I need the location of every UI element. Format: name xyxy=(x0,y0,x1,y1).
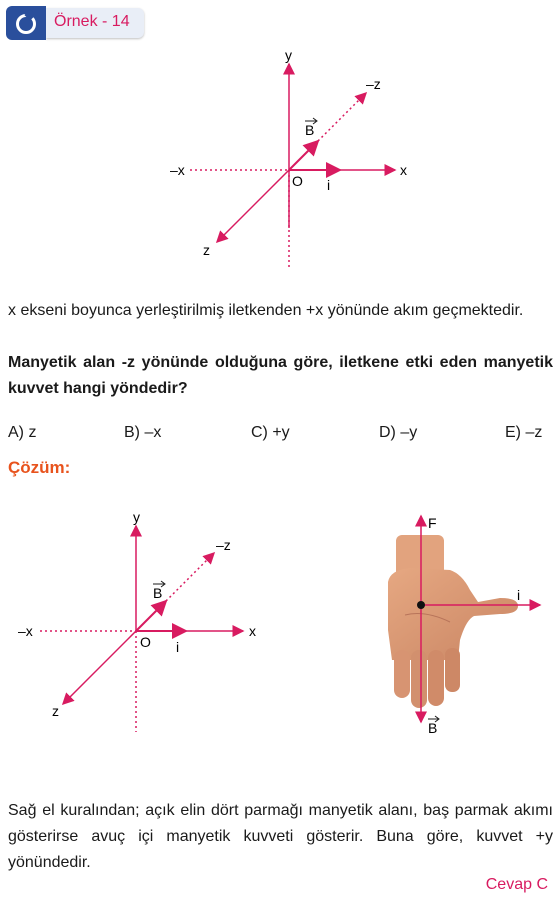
origin-label: O xyxy=(140,634,151,650)
option-a[interactable]: A) z xyxy=(8,424,37,441)
answer-label: Cevap C xyxy=(485,876,548,893)
neg-z-axis-label: –z xyxy=(216,537,231,553)
right-hand-diagram xyxy=(370,510,555,745)
coordinate-diagram-1 xyxy=(0,40,558,275)
solution-explanation: Sağ el kuralından; açık elin dört parmağı manyetik alanı, baş parmak akımı gösterirse avuç içi manyetik kuvveti gösterir. Buna göre, kuvvet +y yönündedir. xyxy=(8,802,553,871)
example-title: Örnek - 14 xyxy=(54,13,130,30)
origin-label: O xyxy=(292,173,303,189)
y-axis-label: y xyxy=(285,47,292,63)
problem-question: Manyetik alan -z yönünde olduğuna göre, iletkene etki eden manyetik kuvvet hangi yöndedir? xyxy=(8,354,553,397)
contact-point xyxy=(417,601,425,609)
x-axis-label: x xyxy=(400,162,407,178)
example-tag xyxy=(6,6,144,40)
problem-statement: x ekseni boyunca yerleştirilmiş iletkenden +x yönünde akım geçmektedir. xyxy=(8,302,524,319)
z-axis xyxy=(63,631,136,704)
b-field-label: B xyxy=(305,122,315,138)
neg-x-axis-label: –x xyxy=(170,162,185,178)
coordinate-diagram-2 xyxy=(0,500,300,740)
neg-x-axis-label: –x xyxy=(18,623,33,639)
current-label: i xyxy=(517,587,521,603)
hand-icon xyxy=(388,535,521,708)
z-axis xyxy=(217,170,289,242)
current-label: i xyxy=(327,177,331,193)
b-field-arrow xyxy=(136,601,166,631)
example-tag-icon-box xyxy=(6,6,46,40)
neg-z-axis xyxy=(166,553,214,601)
neg-z-axis xyxy=(318,93,366,141)
option-e[interactable]: E) –z xyxy=(505,424,543,441)
current-label: i xyxy=(176,639,180,655)
solution-title: Çözüm: xyxy=(8,458,71,477)
y-axis-label: y xyxy=(133,509,140,525)
b-field-arrow xyxy=(289,141,318,170)
option-b[interactable]: B) –x xyxy=(124,424,162,441)
z-axis-label: z xyxy=(52,703,59,719)
b-field-label: B xyxy=(428,720,438,736)
option-d[interactable]: D) –y xyxy=(379,424,418,441)
b-field-label: B xyxy=(153,585,163,601)
option-c[interactable]: C) +y xyxy=(251,424,290,441)
neg-z-axis-label: –z xyxy=(366,76,381,92)
force-label: F xyxy=(428,515,437,531)
x-axis-label: x xyxy=(249,623,256,639)
z-axis-label: z xyxy=(203,242,210,258)
answer-options xyxy=(8,424,550,446)
